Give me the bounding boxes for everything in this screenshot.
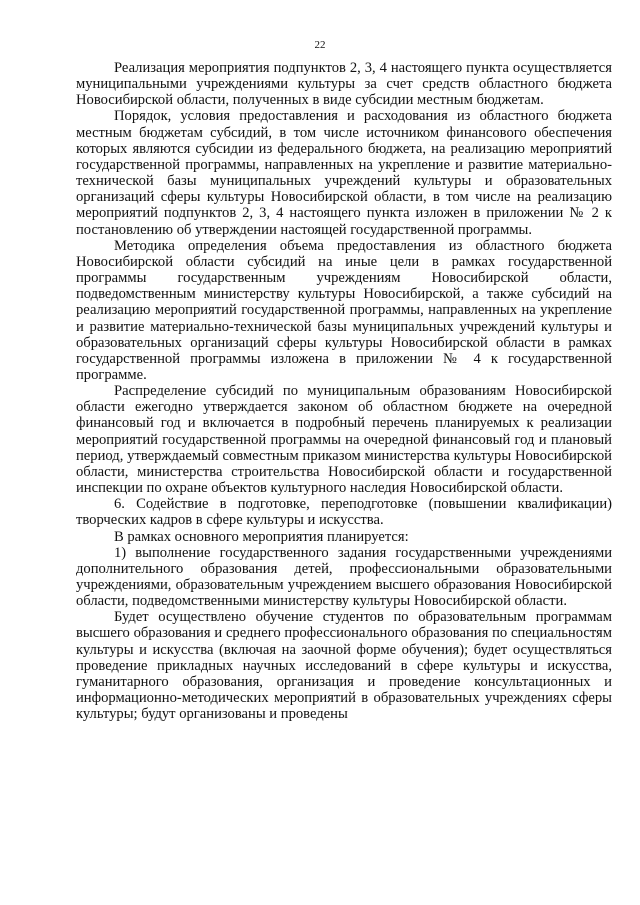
paragraph: Распределение субсидий по муниципальным образованиям Новосибирской области ежегодно утверждается законом об областном бюджете на очередной финансовый год и включается в подробный перечень планируемых к реализации мероприятий государственной программы на очередной финансовый год и плановый период, утверждаемый совместным приказом министерства культуры Новосибирской области, министерства строительства Новосибирской области и государственной инспекции по охране объектов культурного наследия Новосибирской области. — [76, 383, 612, 497]
page-number: 22 — [314, 39, 326, 51]
paragraph: В рамках основного мероприятия планируется: — [114, 528, 409, 545]
paragraph: Порядок, условия предоставления и расходования из областного бюджета местным бюджетам субсидий, в том числе источником финансового обеспечения которых являются субсидии из федерального бюджета, на реализацию мероприятий государственной программы, направленных на укрепление и развитие материально-технической базы муниципальных учреждений культуры и образовательных организаций сферы культуры Новосибирской области, в том числе на реализацию мероприятий подпунктов 2, 3, 4 настоящего пункта изложен в приложении № 2 к постановлению об утверждении настоящей государственной программы. — [76, 108, 612, 238]
paragraph: 1) выполнение государственного задания государственными учреждениями дополнительного образования детей, профессиональными образовательными учреждениями, образовательным учреждением высшего образования Новосибирской области, подведомственными министерству культуры Новосибирской области. — [76, 544, 612, 610]
paragraph: Реализация мероприятия подпунктов 2, 3, 4 настоящего пункта осуществляется муниципальными учреждениями культуры за счет средств областного бюджета Новосибирской области, полученных в виде субсидии местным бюджетам. — [76, 60, 612, 109]
paragraph: Будет осуществлено обучение студентов по образовательным программам высшего образования и среднего профессионального образования по специальностям культуры и искусства (включая на заочной форме обучения); будет осуществляться проведение прикладных научных исследований в сфере культуры и искусства, гуманитарного образования, организация и проведение консультационных и информационно-методических мероприятий в образовательных учреждениях сферы культуры; будут организованы и проведены — [76, 609, 612, 723]
paragraph: Методика определения объема предоставления из областного бюджета Новосибирской области субсидий на иные цели в рамках государственной программы государственным учреждениям Новосибирской области, подведомственным министерству культуры Новосибирской, а также субсидий на реализацию мероприятий государственной программы, направленных на укрепление и развитие материально-технической базы муниципальных учреждений культуры и образовательных организаций сферы культуры Новосибирской области в рамках государственной программы изложена в приложении № 4 к государственной программе. — [76, 237, 612, 383]
paragraph: 6. Содействие в подготовке, переподготовке (повышении квалификации) творческих кадров в сфере культуры и искусства. — [76, 496, 612, 529]
document-body — [76, 60, 612, 722]
